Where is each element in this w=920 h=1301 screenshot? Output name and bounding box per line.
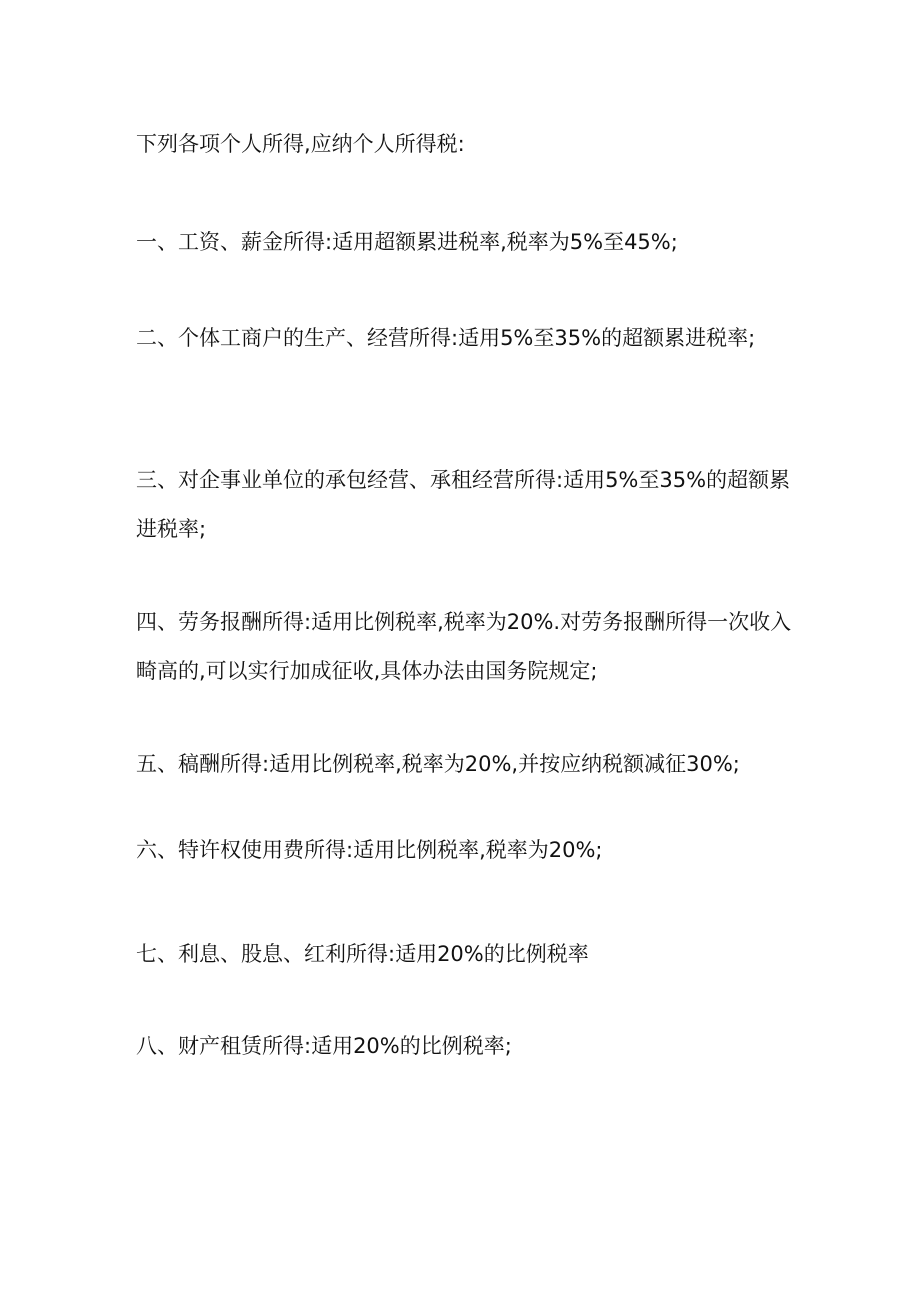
tax-item-6: 六、特许权使用费所得:适用比例税率,税率为20%;: [136, 838, 603, 862]
tax-item-8: 八、财产租赁所得:适用20%的比例税率;: [136, 1034, 512, 1058]
tax-item-3: 三、对企事业单位的承包经营、承租经营所得:适用5%至35%的超额累进税率;: [136, 468, 791, 541]
tax-item-2: 二、个体工商户的生产、经营所得:适用5%至35%的超额累进税率;: [136, 326, 756, 350]
tax-item-5: 五、稿酬所得:适用比例税率,税率为20%,并按应纳税额减征30%;: [136, 752, 740, 776]
tax-item-4: 四、劳务报酬所得:适用比例税率,税率为20%.对劳务报酬所得一次收入畸高的,可以实行加成征收,具体办法由国务院规定;: [136, 610, 792, 683]
tax-item-7: 七、利息、股息、红利所得:适用20%的比例税率: [136, 942, 589, 966]
tax-item-1: 一、工资、薪金所得:适用超额累进税率,税率为5%至45%;: [136, 230, 678, 254]
document-intro: 下列各项个人所得,应纳个人所得税:: [136, 132, 465, 156]
